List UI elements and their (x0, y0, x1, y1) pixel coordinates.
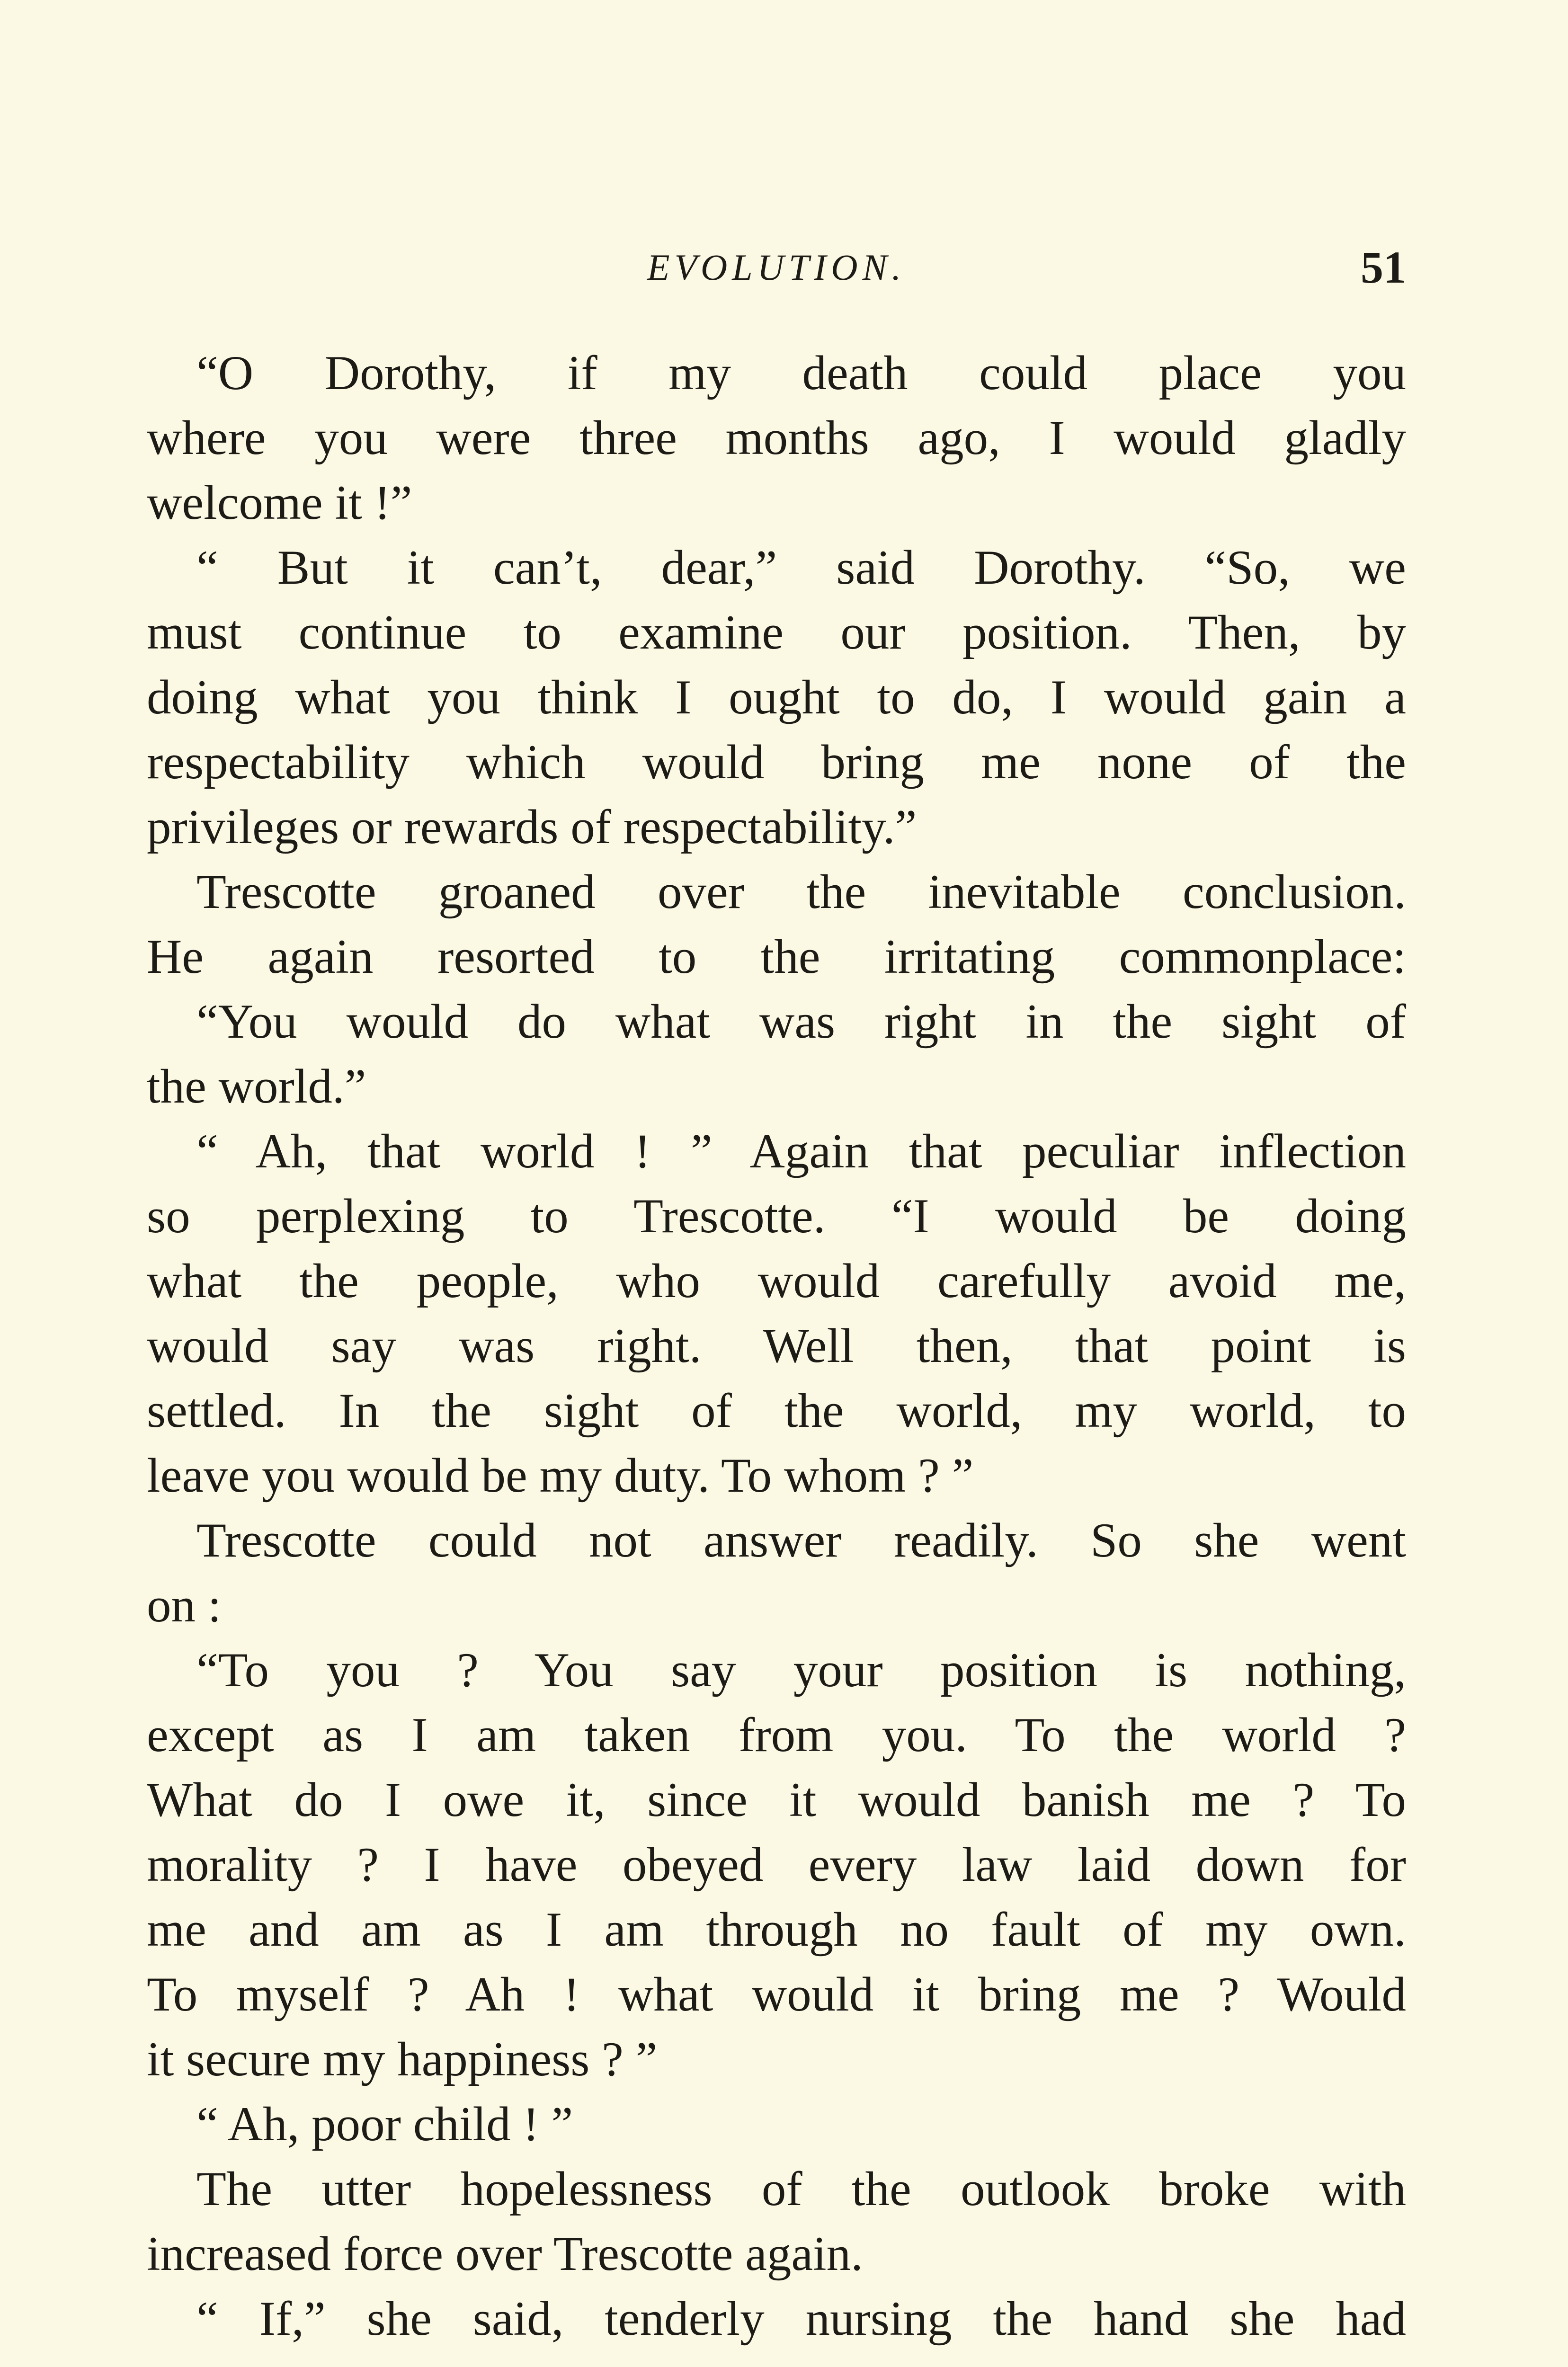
text-line: “You would do what was right in the sight of (196, 995, 1406, 1049)
text-line: Trescotte could not answer readily. So she went (196, 1513, 1406, 1567)
text-line: me and am as I am through no fault of my own. (147, 1903, 1406, 1957)
text-line: “ But it can’t, dear,” said Dorothy. “So, we (196, 541, 1406, 595)
text-line: “To you ? You say your position is nothing, (196, 1643, 1406, 1697)
running-head (147, 239, 1406, 296)
text-line: “ Ah, poor child ! ” (196, 2097, 573, 2151)
text-line: “ If,” she said, tenderly nursing the hand she had (196, 2292, 1406, 2346)
text-line: doing what you think I ought to do, I would gain a (147, 670, 1406, 724)
text-line: except as I am taken from you. To the world ? (147, 1708, 1406, 1762)
text-line: must continue to examine our position. Then, by (147, 605, 1406, 659)
text-line: “ Ah, that world ! ” Again that peculiar inflection (196, 1124, 1406, 1178)
text-line: leave you would be my duty. To whom ? ” (147, 1449, 974, 1503)
text-line: increased force over Trescotte again. (147, 2227, 863, 2281)
text-line: Trescotte groaned over the inevitable conclusion. (196, 865, 1406, 919)
text-line: what the people, who would carefully avoid me, (147, 1254, 1406, 1308)
text-line: He again resorted to the irritating commonplace: (147, 930, 1406, 984)
text-line: “O Dorothy, if my death could place you (196, 346, 1406, 400)
text-line: it secure my happiness ? ” (147, 2032, 658, 2086)
text-line: respectability which would bring me none of the (147, 735, 1406, 789)
text-line: would say was right. Well then, that point is (147, 1319, 1406, 1373)
text-line: morality ? I have obeyed every law laid down for (147, 1838, 1406, 1892)
running-title: EVOLUTION. (647, 247, 906, 288)
text-line: To myself ? Ah ! what would it bring me ? Would (147, 1967, 1406, 2021)
text-line: the world.” (147, 1059, 366, 1113)
text-line: welcome it !” (147, 476, 412, 530)
text-line: where you were three months ago, I would gladly (147, 411, 1406, 465)
text-line: on : (147, 1578, 222, 1632)
text-line: settled. In the sight of the world, my world, to (147, 1384, 1406, 1438)
text-line: so perplexing to Trescotte. “I would be doing (147, 1189, 1406, 1243)
body-text (147, 341, 1406, 2351)
text-line: What do I owe it, since it would banish me ? To (147, 1773, 1406, 1827)
page-number: 51 (1361, 242, 1406, 293)
text-line: The utter hopelessness of the outlook broke with (196, 2162, 1406, 2216)
text-line: privileges or rewards of respectability.” (147, 800, 917, 854)
